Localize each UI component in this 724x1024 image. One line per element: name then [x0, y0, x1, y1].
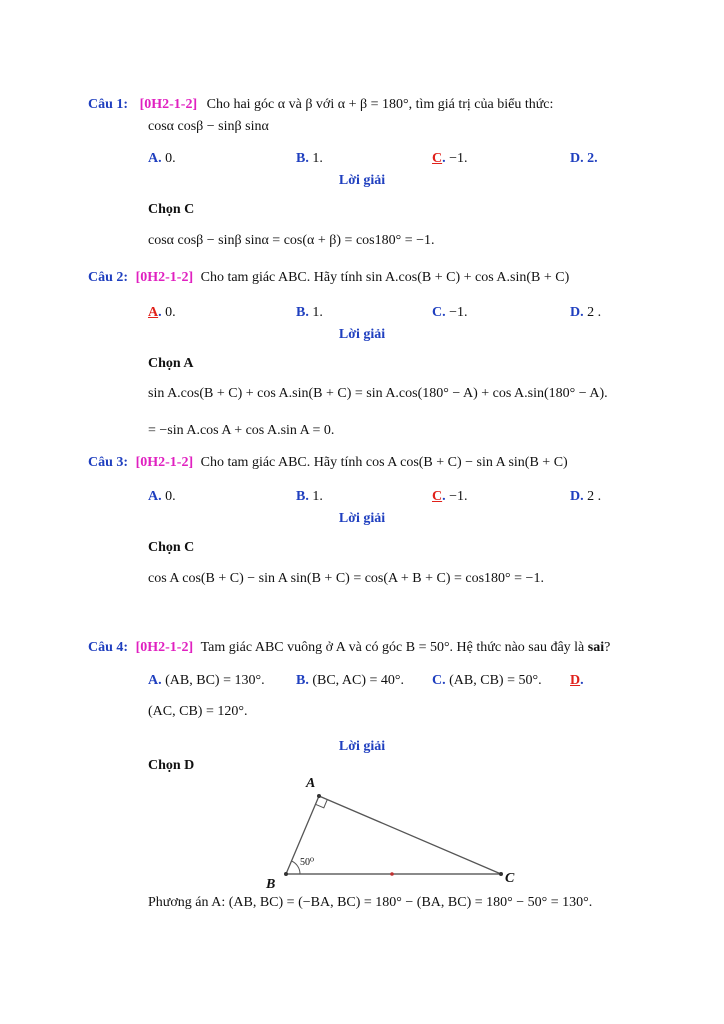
q4-solution-title: Lời giải — [338, 739, 386, 754]
question-text: Tam giác ABC vuông ở A và có góc B = 50°. Hệ thức nào sau đây là — [200, 640, 585, 655]
q1-option-b: B. 1. — [296, 151, 323, 166]
q1-choose: Chọn C — [148, 202, 195, 217]
vertex-b-label: B — [266, 877, 276, 892]
q4-choose: Chọn D — [148, 758, 195, 773]
q4-option-c: C. (AB, CB) = 50°. — [432, 673, 542, 688]
q3-option-d: D. 2 . — [570, 489, 602, 504]
question-text: Cho tam giác ABC. Hãy tính sin A.cos(B + C) + cos A.sin(B + C) — [200, 270, 570, 285]
q4-option-a: A. (AB, BC) = 130°. — [148, 673, 265, 688]
question-label: Câu 3: — [88, 455, 129, 470]
q2-choose: Chọn A — [148, 356, 194, 371]
question-3-header — [88, 454, 568, 472]
q4-option-d-correct: D. — [570, 673, 584, 688]
q3-solution-title: Lời giải — [338, 511, 386, 526]
q4-option-d-value: (AC, CB) = 120°. — [148, 704, 248, 719]
vertex-c-point — [499, 872, 503, 876]
q2-option-a-correct: A. 0. — [148, 305, 176, 320]
vertex-a-label: A — [306, 776, 316, 791]
vertex-a-point — [317, 794, 321, 798]
q2-option-c: C. −1. — [432, 305, 468, 320]
angle-b-arc — [292, 861, 301, 874]
q3-work: cos A cos(B + C) − sin A sin(B + C) = cos(A + B + C) = cos180° = −1. — [148, 571, 544, 586]
q1-option-c-correct: C. −1. — [432, 151, 468, 166]
triangle-figure — [0, 770, 724, 900]
vertex-b-point — [284, 872, 288, 876]
question-label: Câu 4: — [88, 640, 129, 655]
question-1-header — [88, 96, 553, 114]
midpoint-mark — [390, 872, 394, 876]
q1-solution-title: Lời giải — [338, 173, 386, 188]
question-4-header — [88, 639, 610, 657]
question-code: [0H2-1-2] — [135, 270, 194, 285]
question-label: Câu 1: — [88, 97, 129, 112]
question-2-header — [88, 269, 569, 287]
q3-option-a: A. 0. — [148, 489, 176, 504]
q1-work: cosα cosβ − sinβ sinα = cos(α + β) = cos180° = −1. — [148, 233, 435, 248]
question-label: Câu 2: — [88, 270, 129, 285]
question-code: [0H2-1-2] — [135, 455, 194, 470]
q2-solution-title: Lời giải — [338, 327, 386, 342]
q2-work-1: sin A.cos(B + C) + cos A.sin(B + C) = sin A.cos(180° − A) + cos A.sin(180° − A). — [148, 386, 608, 401]
question-code: [0H2-1-2] — [135, 640, 194, 655]
q2-option-b: B. 1. — [296, 305, 323, 320]
vertex-c-label: C — [505, 871, 515, 886]
question-1-expression: cosα cosβ − sinβ sinα — [148, 119, 269, 134]
q3-option-b: B. 1. — [296, 489, 323, 504]
q1-option-a: A. 0. — [148, 151, 176, 166]
q2-work-2: = −sin A.cos A + cos A.sin A = 0. — [148, 423, 335, 438]
angle-b-label: 50⁰ — [300, 857, 315, 868]
question-text: Cho tam giác ABC. Hãy tính cos A cos(B + C) − sin A sin(B + C) — [200, 455, 568, 470]
q1-option-d: D. 2. — [570, 151, 598, 166]
question-keyword: sai — [587, 640, 605, 655]
q3-choose: Chọn C — [148, 540, 195, 555]
q4-work: Phương án A: (AB, BC) = (−BA, BC) = 180° − (BA, BC) = 180° − 50° = 130°. — [148, 895, 593, 910]
q3-option-c-correct: C. −1. — [432, 489, 468, 504]
q4-option-b: B. (BC, AC) = 40°. — [296, 673, 405, 688]
question-code: [0H2-1-2] — [139, 97, 198, 112]
side-ac — [319, 796, 501, 874]
q2-option-d: D. 2 . — [570, 305, 602, 320]
question-mark: ? — [604, 640, 611, 655]
question-text: Cho hai góc α và β với α + β = 180°, tìm giá trị của biểu thức: — [206, 97, 554, 112]
